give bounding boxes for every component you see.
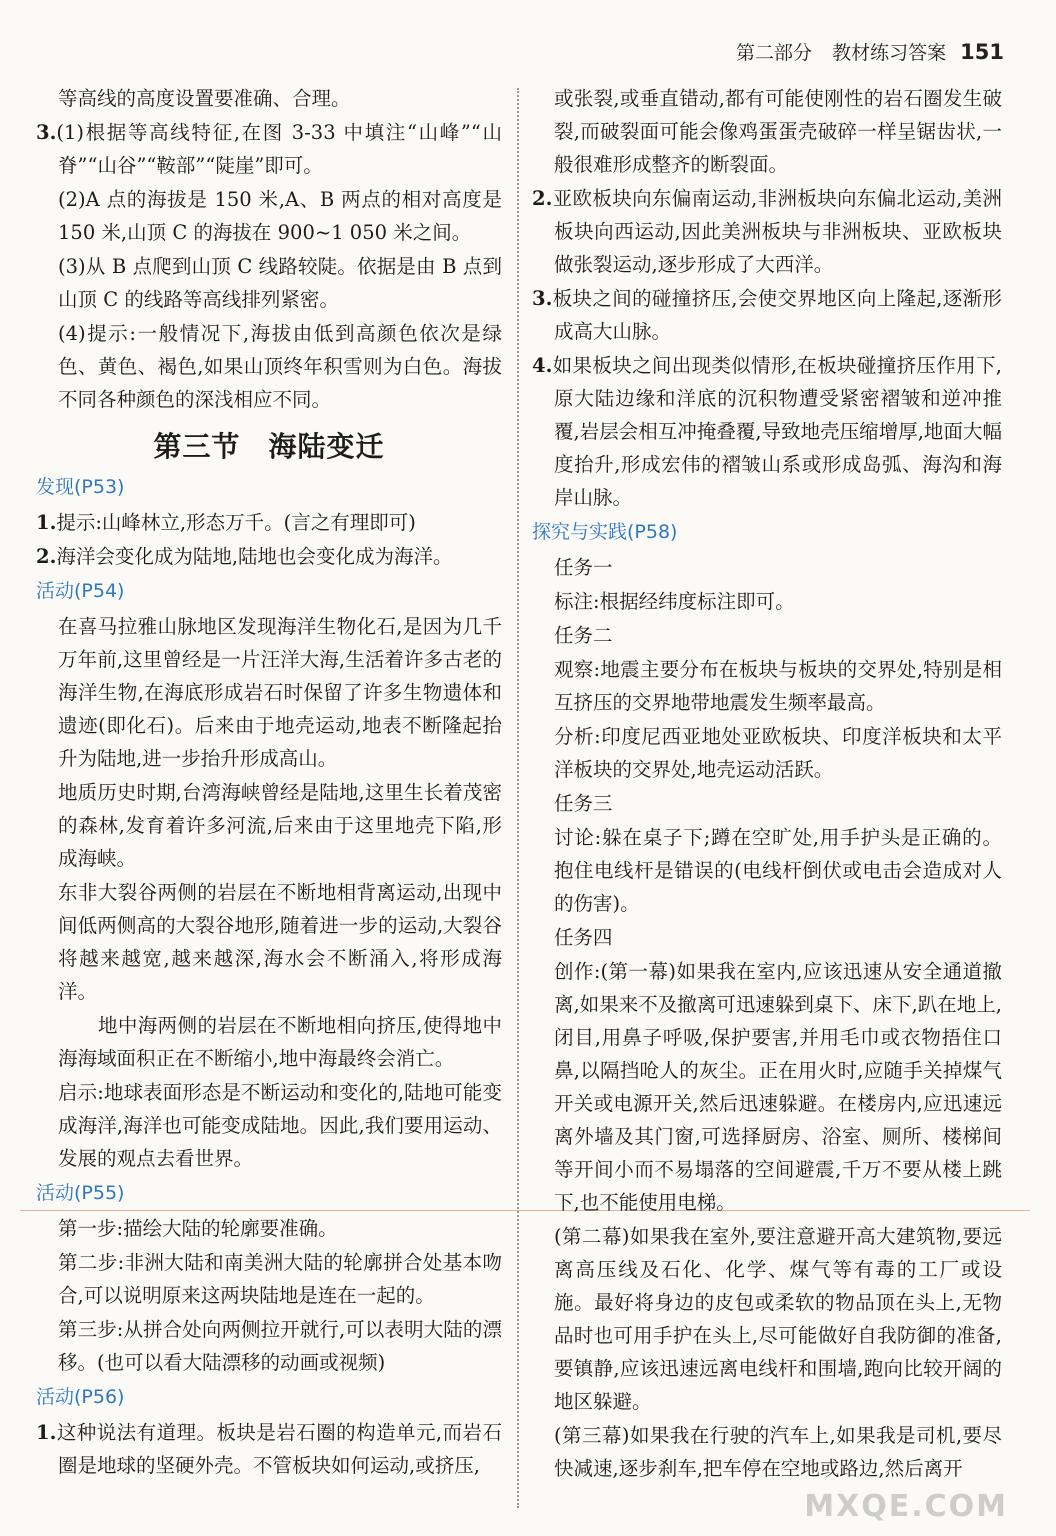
q3-part3: (3)从 B 点爬到山顶 C 线路较陡。依据是由 B 点到山顶 C 的线路等高线排列紧密。 bbox=[58, 255, 502, 311]
paragraph: 创作:(第一幕)如果我在室内,应该迅速从安全通道撤离,如果来不及撤离可迅速躲到桌下、床下,趴在地上,闭目,用鼻子呼吸,保护要害,并用毛巾或衣物捂住口鼻,以隔挡呛人的灰尘。正在用火时,应随手关掉煤气开关或电源开关,然后迅速躲避。在楼房内,应迅速远离外墙及其门窗,可选择厨房、浴室、厕所、楼梯间等开间小而不易塌落的空间避震,千万不要从楼上跳下,也不能使用电梯。 bbox=[554, 960, 1002, 1214]
header-section: 教材练习答案 bbox=[832, 42, 947, 64]
page-number: 151 bbox=[960, 40, 1004, 64]
item-number: 1. bbox=[36, 1421, 57, 1444]
item-number: 4. bbox=[532, 354, 553, 377]
item-text: 亚欧板块向东偏南运动,非洲板块向东偏北运动,美洲板块向西运动,因此美洲板块与非洲板块、亚欧板块做张裂运动,逐步形成了大西洋。 bbox=[552, 187, 1002, 276]
section-label-huodong-p56: 活动(P56) bbox=[36, 1386, 125, 1408]
paragraph: 地中海两侧的岩层在不断地相向挤压,使得地中海海域面积正在不断缩小,地中海最终会消亡。 bbox=[58, 1014, 502, 1070]
q3-part1 bbox=[36, 116, 502, 182]
paragraph: 启示:地球表面形态是不断运动和变化的,陆地可能变成海洋,海洋也可能变成陆地。因此,我们要用运动、发展的观点去看世界。 bbox=[58, 1081, 502, 1170]
right-column bbox=[532, 82, 1002, 1486]
section-title-number: 第三节 bbox=[153, 430, 241, 463]
list-item bbox=[36, 1416, 502, 1482]
header-part: 第二部分 bbox=[736, 42, 813, 64]
item-text: 如果板块之间出现类似情形,在板块碰撞挤压作用下,原大陆边缘和洋底的沉积物遭受紧密褶皱和逆冲推覆,岩层会相互冲掩叠覆,导致地壳压缩增厚,地面大幅度抬升,形成宏伟的褶皱山系或形成岛弧、海沟和海岸山脉。 bbox=[552, 354, 1002, 509]
task-heading: 任务二 bbox=[554, 624, 613, 647]
watermark: MXQE.COM bbox=[804, 1489, 1008, 1524]
task-heading: 任务三 bbox=[554, 792, 613, 815]
item-number: 2. bbox=[532, 187, 553, 210]
item-text: 提示:山峰林立,形态万千。(言之有理即可) bbox=[56, 511, 416, 534]
paragraph: 在喜马拉雅山脉地区发现海洋生物化石,是因为几千万年前,这里曾经是一片汪洋大海,生活着许多古老的海洋生物,在海底形成岩石时保留了许多生物遗体和遗迹(即化石)。后来由于地壳运动,地表不断隆起抬升为陆地,进一步抬升形成高山。 bbox=[58, 615, 502, 770]
item-text: (1)根据等高线特征,在图 3-33 中填注“山峰”“山脊”“山谷”“鞍部”“陡崖”即可。 bbox=[56, 121, 502, 177]
item-number: 3. bbox=[532, 287, 553, 310]
page-header bbox=[736, 38, 1004, 65]
section-label-tanjiu: 探究与实践(P58) bbox=[532, 521, 678, 543]
item-text: 板块之间的碰撞挤压,会使交界地区向上隆起,逐渐形成高大山脉。 bbox=[552, 287, 1002, 343]
paragraph: 东非大裂谷两侧的岩层在不断地相背离运动,出现中间低两侧高的大裂谷地形,随着进一步的运动,大裂谷将越来越宽,越来越深,海水会不断涌入,将形成海洋。 bbox=[58, 881, 502, 1003]
section-label-faxian: 发现(P53) bbox=[36, 476, 125, 498]
list-item bbox=[532, 182, 1002, 281]
list-item bbox=[532, 282, 1002, 348]
item-text: 海洋会变化成为陆地,陆地也会变化成为海洋。 bbox=[56, 545, 453, 568]
list-item bbox=[36, 540, 502, 573]
paragraph: (第三幕)如果我在行驶的汽车上,如果我是司机,要尽快减速,逐步刹车,把车停在空地或路边,然后离开 bbox=[554, 1424, 1002, 1480]
task-heading: 任务一 bbox=[554, 556, 613, 579]
item-number: 1. bbox=[36, 511, 57, 534]
item-text: 这种说法有道理。板块是岩石圈的构造单元,而岩石圈是地球的坚硬外壳。不管板块如何运动,或挤压, bbox=[56, 1421, 502, 1477]
paragraph: (第二幕)如果我在室外,要注意避开高大建筑物,要远离高压线及石化、化学、煤气等有毒的工厂或设施。最好将身边的皮包或柔软的物品顶在头上,无物品时也可用手护在头上,尽可能做好自我防御的准备,要镇静,应该迅速远离电线杆和围墙,跑向比较开阔的地区躲避。 bbox=[554, 1225, 1002, 1413]
paragraph: 等高线的高度设置要准确、合理。 bbox=[58, 87, 351, 110]
paragraph: 分析:印度尼西亚地处亚欧板块、印度洋板块和太平洋板块的交界处,地壳运动活跃。 bbox=[554, 725, 1002, 781]
step-2: 第二步:非洲大陆和南美洲大陆的轮廓拼合处基本吻合,可以说明原来这两块陆地是连在一起的。 bbox=[58, 1251, 502, 1307]
section-title bbox=[36, 430, 502, 463]
list-item bbox=[532, 349, 1002, 514]
step-1: 第一步:描绘大陆的轮廓要准确。 bbox=[58, 1217, 338, 1240]
task-heading: 任务四 bbox=[554, 926, 613, 949]
paragraph-continued: 或张裂,或垂直错动,都有可能使刚性的岩石圈发生破裂,而破裂面可能会像鸡蛋蛋壳破碎一样呈锯齿状,一般很难形成整齐的断裂面。 bbox=[554, 87, 1002, 176]
paragraph: 观察:地震主要分布在板块与板块的交界处,特别是相互挤压的交界地带地震发生频率最高。 bbox=[554, 658, 1002, 714]
item-number: 3. bbox=[36, 121, 57, 144]
item-number: 2. bbox=[36, 545, 57, 568]
section-title-name: 海陆变迁 bbox=[268, 430, 385, 463]
step-3: 第三步:从拼合处向两侧拉开就行,可以表明大陆的漂移。(也可以看大陆漂移的动画或视频) bbox=[58, 1318, 502, 1374]
paragraph: 讨论:躲在桌子下;蹲在空旷处,用手护头是正确的。抱住电线杆是错误的(电线杆倒伏或电击会造成对人的伤害)。 bbox=[554, 826, 1002, 915]
left-column bbox=[36, 82, 502, 1483]
list-item bbox=[36, 506, 502, 539]
paragraph: 标注:根据经纬度标注即可。 bbox=[554, 590, 795, 613]
column-divider bbox=[517, 88, 519, 1508]
section-label-huodong-p55: 活动(P55) bbox=[36, 1182, 125, 1204]
q3-part4: (4)提示:一般情况下,海拔由低到高颜色依次是绿色、黄色、褐色,如果山顶终年积雪则为白色。海拔不同各种颜色的深浅相应不同。 bbox=[58, 322, 502, 411]
q3-part2: (2)A 点的海拔是 150 米,A、B 两点的相对高度是 150 米,山顶 C 的海拔在 900~1 050 米之间。 bbox=[58, 188, 502, 244]
section-label-huodong-p54: 活动(P54) bbox=[36, 580, 125, 602]
paragraph: 地质历史时期,台湾海峡曾经是陆地,这里生长着茂密的森林,发育着许多河流,后来由于这里地壳下陷,形成海峡。 bbox=[58, 781, 502, 870]
